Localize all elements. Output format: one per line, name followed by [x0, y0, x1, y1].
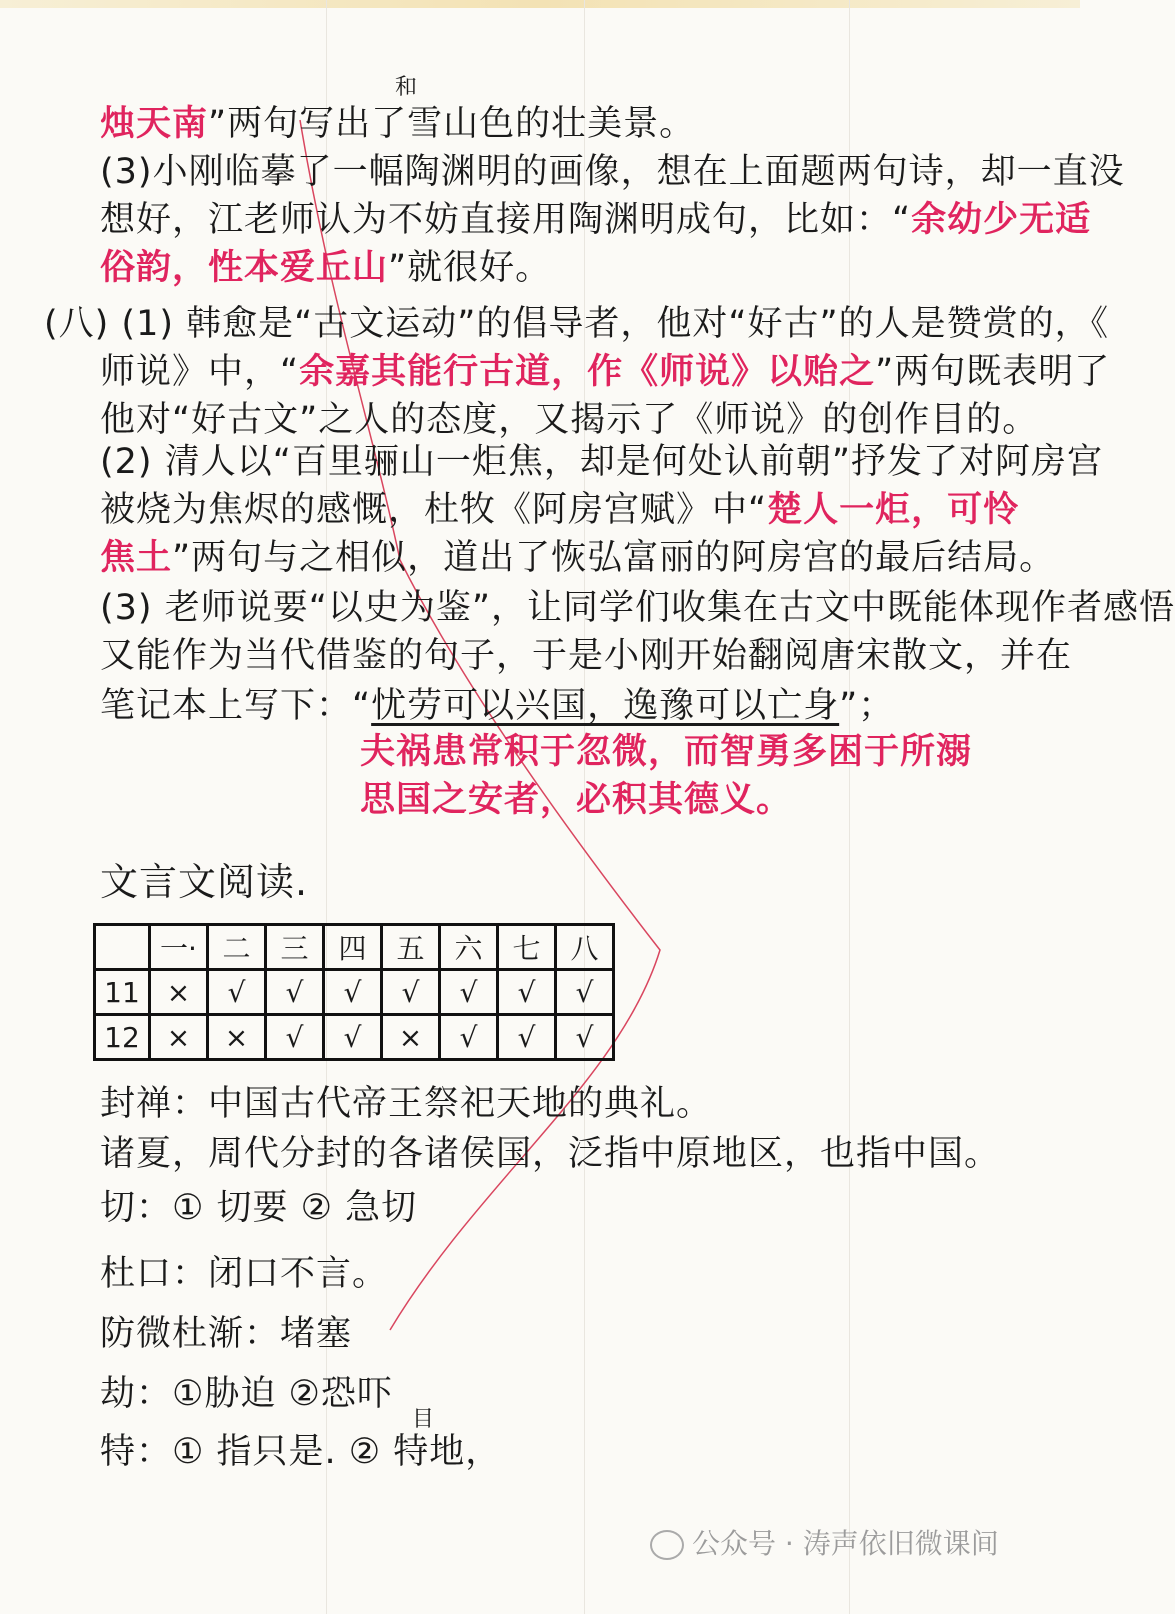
table-cell: ×: [150, 1015, 208, 1060]
wechat-icon: [650, 1530, 684, 1560]
table-cell: 五: [382, 925, 440, 970]
note-text: ”就很好。: [388, 248, 552, 288]
note-text: ”；: [839, 686, 895, 726]
note-text: ”两句写出了雪山色的壮美景。: [208, 104, 696, 144]
note-line-6: [100, 348, 1110, 396]
glossary-line-3: 切：① 切要 ② 急切: [100, 1188, 418, 1228]
table-cell: √: [266, 1015, 324, 1060]
table-cell: √: [324, 970, 382, 1015]
table-cell: 七: [498, 925, 556, 970]
section-heading: 文言文阅读.: [100, 860, 309, 904]
watermark-text: 公众号 · 涛声依旧微课间: [692, 1527, 999, 1560]
table-cell: 八: [556, 925, 614, 970]
note-line-5: (八) (1) 韩愈是“古文运动”的倡导者，他对“好古”的人是赞赏的，《: [44, 304, 1110, 344]
red-answer: 余嘉其能行古道，作《师说》以贻之: [299, 352, 876, 392]
glossary-line-1: 封禅：中国古代帝王祭祀天地的典礼。: [100, 1084, 713, 1124]
table-row: [95, 1015, 614, 1060]
glossary-line-6: 劫：①胁迫 ②恐吓: [100, 1374, 393, 1414]
note-text: 想好，江老师认为不妨直接用陶渊明成句，比如：“: [100, 200, 912, 240]
table-header-row: [95, 925, 614, 970]
table-row: [95, 970, 614, 1015]
table-cell: 12: [95, 1015, 150, 1060]
glossary-line-2: 诸夏，周代分封的各诸侯国，泛指中原地区，也指中国。: [100, 1134, 1001, 1174]
table-cell: 三: [266, 925, 324, 970]
table-cell: √: [266, 970, 324, 1015]
note-text: 被烧为焦烬的感慨，杜牧《阿房宫赋》中“: [100, 490, 768, 530]
glossary-line-4: 杜口：闭口不言。: [100, 1254, 389, 1294]
note-text: 师说》中，“: [100, 352, 300, 392]
inserted-word: 目: [412, 1407, 435, 1432]
table-cell: √: [498, 1015, 556, 1060]
note-line-12: 又能作为当代借鉴的句子，于是小刚开始翻阅唐宋散文，并在: [100, 636, 1073, 676]
red-answer: 烛天南: [100, 104, 209, 144]
table-cell: √: [498, 970, 556, 1015]
table-cell: ×: [150, 970, 208, 1015]
note-line-13: [100, 682, 894, 730]
glossary-line-5: 防微杜渐：堵塞: [100, 1314, 353, 1354]
inserted-word: 和: [395, 75, 418, 100]
note-line-8: (2) 清人以“百里骊山一炬焦，却是何处认前朝”抒发了对阿房宫: [100, 442, 1103, 482]
table-cell: ×: [208, 1015, 266, 1060]
table-cell: √: [208, 970, 266, 1015]
table-cell: ×: [382, 1015, 440, 1060]
answer-table: [93, 923, 615, 1061]
table-cell: √: [440, 970, 498, 1015]
red-answer: 焦土: [100, 538, 173, 578]
table-cell: √: [382, 970, 440, 1015]
note-line-7: 他对“好古文”之人的态度，又揭示了《师说》的创作目的。: [100, 400, 1039, 440]
table-cell: 四: [324, 925, 382, 970]
note-text: ”两句与之相似，道出了恢弘富丽的阿房宫的最后结局。: [172, 538, 1056, 578]
red-answer: 俗韵，性本爱丘山: [100, 248, 389, 288]
note-line-2: (3)小刚临摹了一幅陶渊明的画像，想在上面题两句诗，却一直没: [100, 152, 1125, 192]
red-answer: 余幼少无适: [911, 200, 1092, 240]
note-line-11: (3) 老师说要“以史为鉴”，让同学们收集在古文中既能体现作者感悟: [100, 588, 1175, 628]
note-line-9: [100, 486, 1019, 534]
table-cell: 二: [208, 925, 266, 970]
note-line-10: [100, 534, 1055, 582]
table-cell: 一·: [150, 925, 208, 970]
note-line-14: 夫祸患常积于忽微，而智勇多困于所溺: [360, 732, 973, 772]
note-text: ”两句既表明了: [875, 352, 1111, 392]
red-answer: 楚人一炬，可怜: [767, 490, 1020, 530]
table-cell: 11: [95, 970, 150, 1015]
table-cell: √: [440, 1015, 498, 1060]
table-cell: [95, 925, 150, 970]
table-cell: √: [556, 970, 614, 1015]
note-line-3: [100, 196, 1091, 244]
note-line-4: [100, 244, 551, 292]
note-line-1: [100, 100, 695, 148]
watermark: [650, 1522, 999, 1562]
glossary-line-7: 特：① 指只是. ② 特地，: [100, 1432, 502, 1472]
note-text: 笔记本上写下：“: [100, 686, 372, 726]
table-cell: √: [556, 1015, 614, 1060]
underlined-answer: 忧劳可以兴国，逸豫可以亡身: [371, 686, 840, 726]
table-cell: 六: [440, 925, 498, 970]
table-cell: √: [324, 1015, 382, 1060]
note-line-15: 思国之安者，必积其德义。: [360, 780, 793, 820]
